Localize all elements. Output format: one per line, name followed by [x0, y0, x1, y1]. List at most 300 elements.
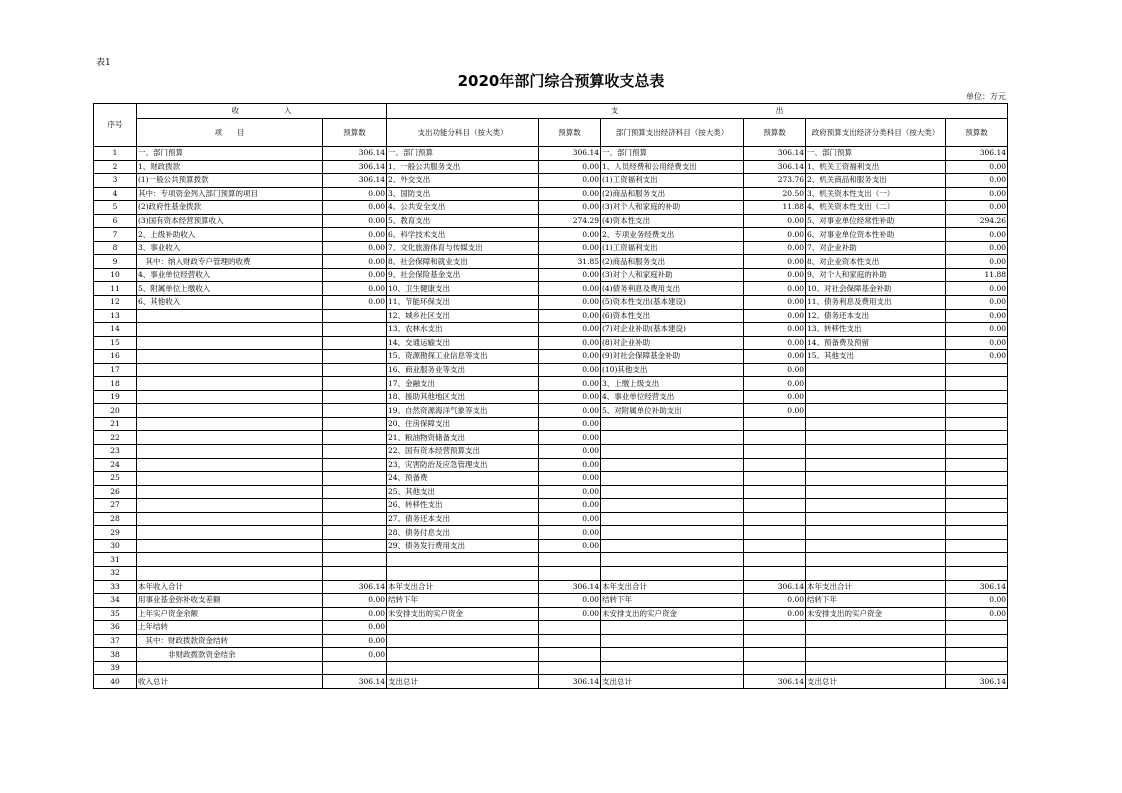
income-item: [137, 512, 323, 526]
income-item: 一、部门预算: [137, 147, 323, 161]
gov-econ-item: 2、机关商品和服务支出: [806, 174, 946, 188]
gov-econ-budget: [946, 621, 1008, 635]
header-budget-gov: 预算数: [946, 119, 1008, 147]
function-budget: 0.00: [539, 282, 601, 296]
row-seq: 5: [94, 201, 137, 215]
table-row: [94, 377, 1008, 391]
dept-econ-budget: 0.00: [744, 282, 806, 296]
table-row: [94, 241, 1008, 255]
dept-econ-budget: [744, 634, 806, 648]
table-row: [94, 566, 1008, 580]
function-budget: 0.00: [539, 472, 601, 486]
income-budget: 306.14: [323, 174, 387, 188]
function-item: 20、住房保障支出: [387, 417, 539, 431]
dept-econ-item: [601, 661, 744, 675]
gov-econ-budget: 0.00: [946, 255, 1008, 269]
row-seq: 28: [94, 512, 137, 526]
gov-econ-item: [806, 621, 946, 635]
header-dept-economic-category: 部门预算支出经济科目（按大类）: [601, 119, 744, 147]
row-seq: 11: [94, 282, 137, 296]
income-budget: [323, 566, 387, 580]
gov-econ-budget: [946, 661, 1008, 675]
function-item: 13、农林水支出: [387, 323, 539, 337]
header-seq: 序号: [94, 104, 137, 147]
function-item: 5、教育支出: [387, 214, 539, 228]
income-item: [137, 553, 323, 567]
function-item: 15、资源勘探工业信息等支出: [387, 350, 539, 364]
income-budget: 0.00: [323, 634, 387, 648]
dept-econ-item: (1)工资福利支出: [601, 174, 744, 188]
dept-econ-budget: 0.00: [744, 350, 806, 364]
row-seq: 8: [94, 241, 137, 255]
dept-econ-item: (8)对企业补助: [601, 336, 744, 350]
row-seq: 2: [94, 160, 137, 174]
income-item: 非财政拨款资金结余: [137, 648, 323, 662]
dept-econ-budget: 0.00: [744, 594, 806, 608]
income-budget: [323, 512, 387, 526]
function-budget: 0.00: [539, 431, 601, 445]
gov-econ-item: [806, 512, 946, 526]
dept-econ-item: [601, 621, 744, 635]
table-row: [94, 350, 1008, 364]
income-budget: 306.14: [323, 160, 387, 174]
table-row: [94, 363, 1008, 377]
dept-econ-item: [601, 499, 744, 513]
table-row: [94, 485, 1008, 499]
gov-econ-item: [806, 445, 946, 459]
dept-econ-budget: [744, 458, 806, 472]
dept-econ-item: 结转下年: [601, 594, 744, 608]
row-seq: 30: [94, 539, 137, 553]
dept-econ-item: (4)债务利息及费用支出: [601, 282, 744, 296]
table-row: [94, 648, 1008, 662]
income-item: 上年结转: [137, 621, 323, 635]
table-row: [94, 634, 1008, 648]
table-row: [94, 201, 1008, 215]
dept-econ-item: (3)对个人和家庭补助: [601, 268, 744, 282]
gov-econ-budget: [946, 472, 1008, 486]
gov-econ-budget: 0.00: [946, 282, 1008, 296]
income-budget: [323, 499, 387, 513]
gov-econ-item: 未安排支出的实户资金: [806, 607, 946, 621]
gov-econ-item: [806, 417, 946, 431]
income-item: [137, 377, 323, 391]
dept-econ-item: [601, 431, 744, 445]
gov-econ-budget: 0.00: [946, 350, 1008, 364]
dept-econ-budget: 306.14: [744, 580, 806, 594]
income-item: 2、上级补助收入: [137, 228, 323, 242]
dept-econ-item: [601, 566, 744, 580]
gov-econ-item: [806, 458, 946, 472]
gov-econ-item: 本年支出合计: [806, 580, 946, 594]
dept-econ-item: 本年支出合计: [601, 580, 744, 594]
row-seq: 16: [94, 350, 137, 364]
dept-econ-item: (1)工资福利支出: [601, 241, 744, 255]
table-row: [94, 431, 1008, 445]
function-budget: [539, 566, 601, 580]
income-budget: [323, 404, 387, 418]
dept-econ-item: [601, 634, 744, 648]
income-item: 4、事业单位经营收入: [137, 268, 323, 282]
gov-econ-budget: [946, 431, 1008, 445]
dept-econ-budget: [744, 472, 806, 486]
dept-econ-item: [601, 417, 744, 431]
gov-econ-budget: 0.00: [946, 160, 1008, 174]
dept-econ-budget: [744, 485, 806, 499]
function-budget: 0.00: [539, 228, 601, 242]
income-item: 1、财政拨款: [137, 160, 323, 174]
row-seq: 18: [94, 377, 137, 391]
table-row: [94, 323, 1008, 337]
function-budget: 0.00: [539, 241, 601, 255]
function-budget: [539, 621, 601, 635]
gov-econ-item: 8、对企业资本性支出: [806, 255, 946, 269]
row-seq: 4: [94, 187, 137, 201]
row-seq: 9: [94, 255, 137, 269]
gov-econ-item: 12、债务还本支出: [806, 309, 946, 323]
gov-econ-item: 支出总计: [806, 675, 946, 689]
table-row: [94, 268, 1008, 282]
row-seq: 32: [94, 566, 137, 580]
function-budget: 0.00: [539, 607, 601, 621]
gov-econ-item: 结转下年: [806, 594, 946, 608]
table-row: [94, 417, 1008, 431]
row-seq: 27: [94, 499, 137, 513]
header-gov-economic-category: 政府预算支出经济分类科目（按大类）: [806, 119, 946, 147]
gov-econ-budget: [946, 363, 1008, 377]
dept-econ-item: [601, 553, 744, 567]
gov-econ-budget: 0.00: [946, 241, 1008, 255]
function-budget: 31.85: [539, 255, 601, 269]
income-budget: 0.00: [323, 268, 387, 282]
dept-econ-budget: 0.00: [744, 214, 806, 228]
income-budget: 0.00: [323, 228, 387, 242]
gov-econ-item: 11、债务利息及费用支出: [806, 296, 946, 310]
gov-econ-budget: 306.14: [946, 675, 1008, 689]
function-item: 29、债务发行费用支出: [387, 539, 539, 553]
gov-econ-budget: 294.26: [946, 214, 1008, 228]
income-budget: [323, 526, 387, 540]
income-budget: [323, 539, 387, 553]
header-income-group: 收 入: [137, 104, 387, 119]
function-item: [387, 566, 539, 580]
income-item: [137, 363, 323, 377]
gov-econ-budget: 0.00: [946, 607, 1008, 621]
table-row: [94, 512, 1008, 526]
gov-econ-item: [806, 499, 946, 513]
gov-econ-budget: [946, 499, 1008, 513]
dept-econ-budget: [744, 621, 806, 635]
table-row: [94, 309, 1008, 323]
table-row: [94, 621, 1008, 635]
row-seq: 39: [94, 661, 137, 675]
gov-econ-budget: 11.88: [946, 268, 1008, 282]
function-budget: 0.00: [539, 417, 601, 431]
row-seq: 36: [94, 621, 137, 635]
income-item: 6、其他收入: [137, 296, 323, 310]
income-item: [137, 661, 323, 675]
gov-econ-item: 13、转移性支出: [806, 323, 946, 337]
income-item: [137, 472, 323, 486]
gov-econ-item: 4、机关资本性支出（二）: [806, 201, 946, 215]
gov-econ-item: [806, 553, 946, 567]
income-item: [137, 458, 323, 472]
function-budget: 0.00: [539, 268, 601, 282]
income-budget: [323, 377, 387, 391]
row-seq: 22: [94, 431, 137, 445]
income-budget: [323, 350, 387, 364]
row-seq: 1: [94, 147, 137, 161]
function-budget: 0.00: [539, 485, 601, 499]
gov-econ-budget: [946, 377, 1008, 391]
function-item: 18、援助其他地区支出: [387, 390, 539, 404]
function-item: 27、债务还本支出: [387, 512, 539, 526]
dept-econ-item: 2、专项业务经费支出: [601, 228, 744, 242]
income-item: [137, 417, 323, 431]
dept-econ-budget: [744, 566, 806, 580]
income-budget: 0.00: [323, 282, 387, 296]
function-budget: 0.00: [539, 309, 601, 323]
function-budget: [539, 661, 601, 675]
table-row: [94, 214, 1008, 228]
function-budget: [539, 553, 601, 567]
row-seq: 31: [94, 553, 137, 567]
gov-econ-budget: [946, 553, 1008, 567]
function-budget: 0.00: [539, 404, 601, 418]
income-item: 用事业基金弥补收支差额: [137, 594, 323, 608]
gov-econ-budget: 306.14: [946, 147, 1008, 161]
function-item: 8、社会保障和就业支出: [387, 255, 539, 269]
dept-econ-budget: 0.00: [744, 268, 806, 282]
function-budget: 0.00: [539, 296, 601, 310]
row-seq: 33: [94, 580, 137, 594]
income-item: 上年实户资金余额: [137, 607, 323, 621]
function-budget: 0.00: [539, 201, 601, 215]
function-budget: 0.00: [539, 458, 601, 472]
income-budget: [323, 417, 387, 431]
gov-econ-item: [806, 404, 946, 418]
dept-econ-item: (9)对社会保障基金补助: [601, 350, 744, 364]
table-row: [94, 282, 1008, 296]
gov-econ-item: [806, 377, 946, 391]
function-item: 24、预备费: [387, 472, 539, 486]
table-row: [94, 458, 1008, 472]
function-item: [387, 621, 539, 635]
dept-econ-budget: 0.00: [744, 241, 806, 255]
dept-econ-budget: 11.88: [744, 201, 806, 215]
dept-econ-item: (5)资本性支出(基本建设): [601, 296, 744, 310]
dept-econ-item: 一、部门预算: [601, 147, 744, 161]
income-item: (1)一般公共预算拨款: [137, 174, 323, 188]
income-item: 收入总计: [137, 675, 323, 689]
gov-econ-budget: [946, 445, 1008, 459]
dept-econ-item: [601, 648, 744, 662]
dept-econ-budget: [744, 539, 806, 553]
table-row: [94, 187, 1008, 201]
dept-econ-budget: 0.00: [744, 255, 806, 269]
gov-econ-item: [806, 363, 946, 377]
income-budget: 0.00: [323, 648, 387, 662]
table-row: [94, 675, 1008, 689]
table-row: [94, 580, 1008, 594]
income-budget: [323, 553, 387, 567]
unit-label: 单位：万元: [966, 92, 1006, 101]
row-seq: 3: [94, 174, 137, 188]
dept-econ-budget: 0.00: [744, 323, 806, 337]
gov-econ-item: 1、机关工资福利支出: [806, 160, 946, 174]
function-item: 10、卫生健康支出: [387, 282, 539, 296]
gov-econ-item: [806, 661, 946, 675]
function-item: 6、科学技术支出: [387, 228, 539, 242]
gov-econ-item: 一、部门预算: [806, 147, 946, 161]
gov-econ-budget: 0.00: [946, 323, 1008, 337]
dept-econ-item: (6)资本性支出: [601, 309, 744, 323]
function-item: 3、国防支出: [387, 187, 539, 201]
dept-econ-budget: 0.00: [744, 377, 806, 391]
income-budget: [323, 485, 387, 499]
function-item: [387, 648, 539, 662]
dept-econ-budget: [744, 445, 806, 459]
dept-econ-budget: 306.14: [744, 675, 806, 689]
gov-econ-item: 15、其他支出: [806, 350, 946, 364]
income-budget: 0.00: [323, 607, 387, 621]
dept-econ-budget: [744, 553, 806, 567]
table-row: [94, 553, 1008, 567]
function-item: 1、一般公共服务支出: [387, 160, 539, 174]
income-item: [137, 431, 323, 445]
row-seq: 35: [94, 607, 137, 621]
gov-econ-item: [806, 390, 946, 404]
function-budget: 0.00: [539, 187, 601, 201]
row-seq: 26: [94, 485, 137, 499]
dept-econ-item: [601, 526, 744, 540]
row-seq: 38: [94, 648, 137, 662]
row-seq: 29: [94, 526, 137, 540]
gov-econ-budget: 0.00: [946, 309, 1008, 323]
dept-econ-item: (3)对个人和家庭的补助: [601, 201, 744, 215]
row-seq: 13: [94, 309, 137, 323]
function-item: 12、城乡社区支出: [387, 309, 539, 323]
gov-econ-budget: [946, 458, 1008, 472]
table-row: [94, 228, 1008, 242]
dept-econ-item: (2)商品和服务支出: [601, 255, 744, 269]
function-budget: 0.00: [539, 526, 601, 540]
income-budget: [323, 390, 387, 404]
function-budget: 0.00: [539, 594, 601, 608]
function-budget: 0.00: [539, 323, 601, 337]
gov-econ-item: 6、对事业单位资本性补助: [806, 228, 946, 242]
table-row: [94, 499, 1008, 513]
function-item: 2、外交支出: [387, 174, 539, 188]
gov-econ-budget: [946, 404, 1008, 418]
row-seq: 7: [94, 228, 137, 242]
gov-econ-budget: [946, 526, 1008, 540]
function-budget: 0.00: [539, 539, 601, 553]
function-item: 19、自然资源海洋气象等支出: [387, 404, 539, 418]
function-item: [387, 661, 539, 675]
income-budget: [323, 431, 387, 445]
income-budget: 0.00: [323, 594, 387, 608]
income-budget: [323, 458, 387, 472]
income-budget: 0.00: [323, 201, 387, 215]
function-item: 17、金融支出: [387, 377, 539, 391]
dept-econ-budget: [744, 417, 806, 431]
income-budget: 306.14: [323, 580, 387, 594]
function-item: [387, 553, 539, 567]
income-budget: [323, 445, 387, 459]
function-budget: 0.00: [539, 445, 601, 459]
dept-econ-budget: 0.00: [744, 336, 806, 350]
gov-econ-budget: [946, 417, 1008, 431]
gov-econ-budget: 0.00: [946, 228, 1008, 242]
income-item: (3)国有资本经营预算收入: [137, 214, 323, 228]
table-row: [94, 526, 1008, 540]
function-budget: 0.00: [539, 377, 601, 391]
row-seq: 34: [94, 594, 137, 608]
function-item: 9、社会保险基金支出: [387, 268, 539, 282]
dept-econ-budget: 20.50: [744, 187, 806, 201]
row-seq: 21: [94, 417, 137, 431]
gov-econ-item: [806, 539, 946, 553]
function-budget: 306.14: [539, 147, 601, 161]
dept-econ-budget: 0.00: [744, 390, 806, 404]
dept-econ-item: 支出总计: [601, 675, 744, 689]
dept-econ-budget: 0.00: [744, 309, 806, 323]
income-item: [137, 404, 323, 418]
gov-econ-item: [806, 566, 946, 580]
income-item: 5、附属单位上缴收入: [137, 282, 323, 296]
function-item: 21、粮油物资储备支出: [387, 431, 539, 445]
row-seq: 24: [94, 458, 137, 472]
gov-econ-item: [806, 431, 946, 445]
income-item: [137, 336, 323, 350]
header-item: 项 目: [137, 119, 323, 147]
gov-econ-budget: 0.00: [946, 594, 1008, 608]
income-item: [137, 323, 323, 337]
dept-econ-item: [601, 445, 744, 459]
income-item: [137, 390, 323, 404]
dept-econ-budget: [744, 512, 806, 526]
function-budget: 0.00: [539, 363, 601, 377]
function-budget: 306.14: [539, 580, 601, 594]
gov-econ-item: [806, 648, 946, 662]
dept-econ-item: [601, 472, 744, 486]
function-budget: 0.00: [539, 499, 601, 513]
gov-econ-budget: 0.00: [946, 201, 1008, 215]
dept-econ-item: [601, 458, 744, 472]
table-row: [94, 607, 1008, 621]
dept-econ-budget: [744, 499, 806, 513]
header-budget-function: 预算数: [539, 119, 601, 147]
function-budget: 0.00: [539, 174, 601, 188]
gov-econ-budget: [946, 539, 1008, 553]
row-seq: 17: [94, 363, 137, 377]
gov-econ-item: 3、机关资本性支出（一）: [806, 187, 946, 201]
table-row: [94, 404, 1008, 418]
function-item: 16、商业服务业等支出: [387, 363, 539, 377]
dept-econ-budget: [744, 661, 806, 675]
table-row: [94, 255, 1008, 269]
function-item: 26、转移性支出: [387, 499, 539, 513]
income-budget: [323, 661, 387, 675]
row-seq: 6: [94, 214, 137, 228]
dept-econ-budget: 0.00: [744, 296, 806, 310]
income-item: [137, 309, 323, 323]
gov-econ-budget: 306.14: [946, 580, 1008, 594]
income-item: [137, 445, 323, 459]
gov-econ-budget: 0.00: [946, 174, 1008, 188]
dept-econ-item: [601, 485, 744, 499]
